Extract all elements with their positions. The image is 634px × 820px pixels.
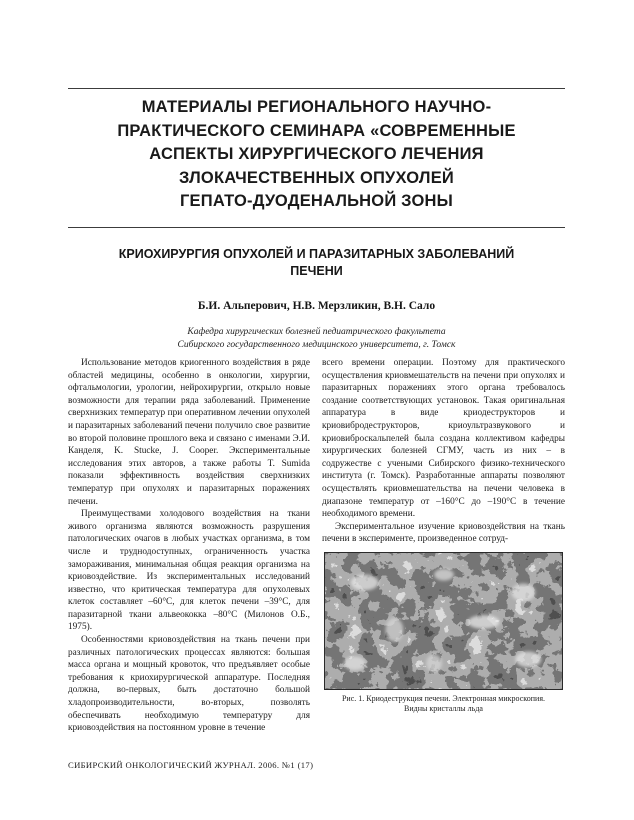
- figure-caption-line: Видны кристаллы льда: [404, 704, 483, 714]
- header-divider-bottom: [68, 227, 565, 228]
- figure-caption-line: Рис. 1. Криодеструкция печени. Электронная микроскопия.: [341, 693, 545, 703]
- seminar-title: [58, 96, 575, 214]
- seminar-title-line: ЗЛОКАЧЕСТВЕННЫХ ОПУХОЛЕЙ: [179, 168, 454, 187]
- seminar-title-line: ПРАКТИЧЕСКОГО СЕМИНАРА «СОВРЕМЕННЫЕ: [117, 121, 516, 140]
- body-column-left: [68, 357, 310, 735]
- journal-footer: СИБИРСКИЙ ОНКОЛОГИЧЕСКИЙ ЖУРНАЛ. 2006. №1 (17): [68, 760, 314, 770]
- affiliation-line: Сибирского государственного медицинского университета, г. Томск: [177, 339, 456, 350]
- article-authors: Б.И. Альперович, Н.В. Мерзликин, В.Н. Сало: [197, 300, 436, 312]
- paragraph: Особенностями криовоздействия на ткань печени при различных патологических процессах являются: большая масса органа и мощный кровоток, что предъявляет особые требования к криохирургической аппаратуре. Последняя должна, во-первых, быть достаточно большой хладопроизводительности, во-вторых, позволять обеспечивать необходимую температуру для криовоздействия на постоянном уровне в течение: [68, 635, 310, 734]
- paragraph: Преимуществами холодового воздействия на ткани живого организма являются возможность разрушения патологических очагов в любых участках организма, в том числе и труднодоступных, ограниченность участка замораживания, минимальная общая реакция организма на криовоздействие. Из экспериментальных исследований известно, что критическая температура для опухолевых клеток составляет –60°С, для клеток печени –39°С, для паразитарной ткани альвеококка –80°С (Милонов О.Б., 1975).: [68, 509, 310, 633]
- seminar-title-line: АСПЕКТЫ ХИРУРГИЧЕСКОГО ЛЕЧЕНИЯ: [149, 145, 484, 163]
- article-title-line: КРИОХИРУРГИЯ ОПУХОЛЕЙ И ПАРАЗИТАРНЫХ ЗАБОЛЕВАНИЙ: [118, 247, 515, 261]
- header-divider-top: [68, 88, 565, 89]
- seminar-title-line: ГЕПАТО-ДУОДЕНАЛЬНОЙ ЗОНЫ: [180, 192, 453, 210]
- figure-1-caption: [322, 694, 565, 715]
- paragraph: Использование методов криогенного воздействия в ряде областей медицины, особенно в онкологии, хирургии, офтальмологии, урологии, нейрохирургии, открыло новые возможности для терапии ряда заболеваний. Применение сверхнизких температур при оперативном лечении опухолей и паразитарных заболеваний печени получило свое развитие во второй половине прошлого века и связано с именами Э.И. Канделя, K. Stucke, J. Cooper. Экспериментальные исследования этих авторов, а также работы T. Sumida показали эффективность воздействия сверхнизких температур при опухолях и паразитарных поражениях печени.: [68, 358, 310, 507]
- affiliation-line: Кафедра хирургических болезней педиатрического факультета: [187, 327, 446, 337]
- seminar-title-line: МАТЕРИАЛЫ РЕГИОНАЛЬНОГО НАУЧНО-: [141, 98, 492, 116]
- article-affiliation: [68, 326, 565, 351]
- figure-1: [322, 552, 565, 715]
- paragraph: Экспериментальное изучение криовоздействия на ткань печени в эксперименте, произведенное сотруд-: [322, 521, 565, 545]
- body-column-right: [322, 357, 565, 715]
- article-title-line: ПЕЧЕНИ: [290, 264, 343, 278]
- paragraph: всего времени операции. Поэтому для практического осуществления криовмешательств на печени при опухолях и паразитарных поражениях этого органа требовалось создание соответствующих установок. Такая оригинальная аппаратура в виде криодеструкторов и криовибродеструкторов, криоультразвукового и криовиброскальпелей была создана коллективом кафедры хирургических болезней СГМУ, часть из них – в содружестве с учеными Сибирского физико-технического института (г. Томск). Разработанные аппараты позволяют осуществлять криовмешательства на печени человека в диапазоне температур от –160°С до –190°С в течение необходимого времени.: [322, 358, 565, 520]
- electron-micrograph-image: [324, 552, 563, 690]
- article-title: [68, 246, 565, 280]
